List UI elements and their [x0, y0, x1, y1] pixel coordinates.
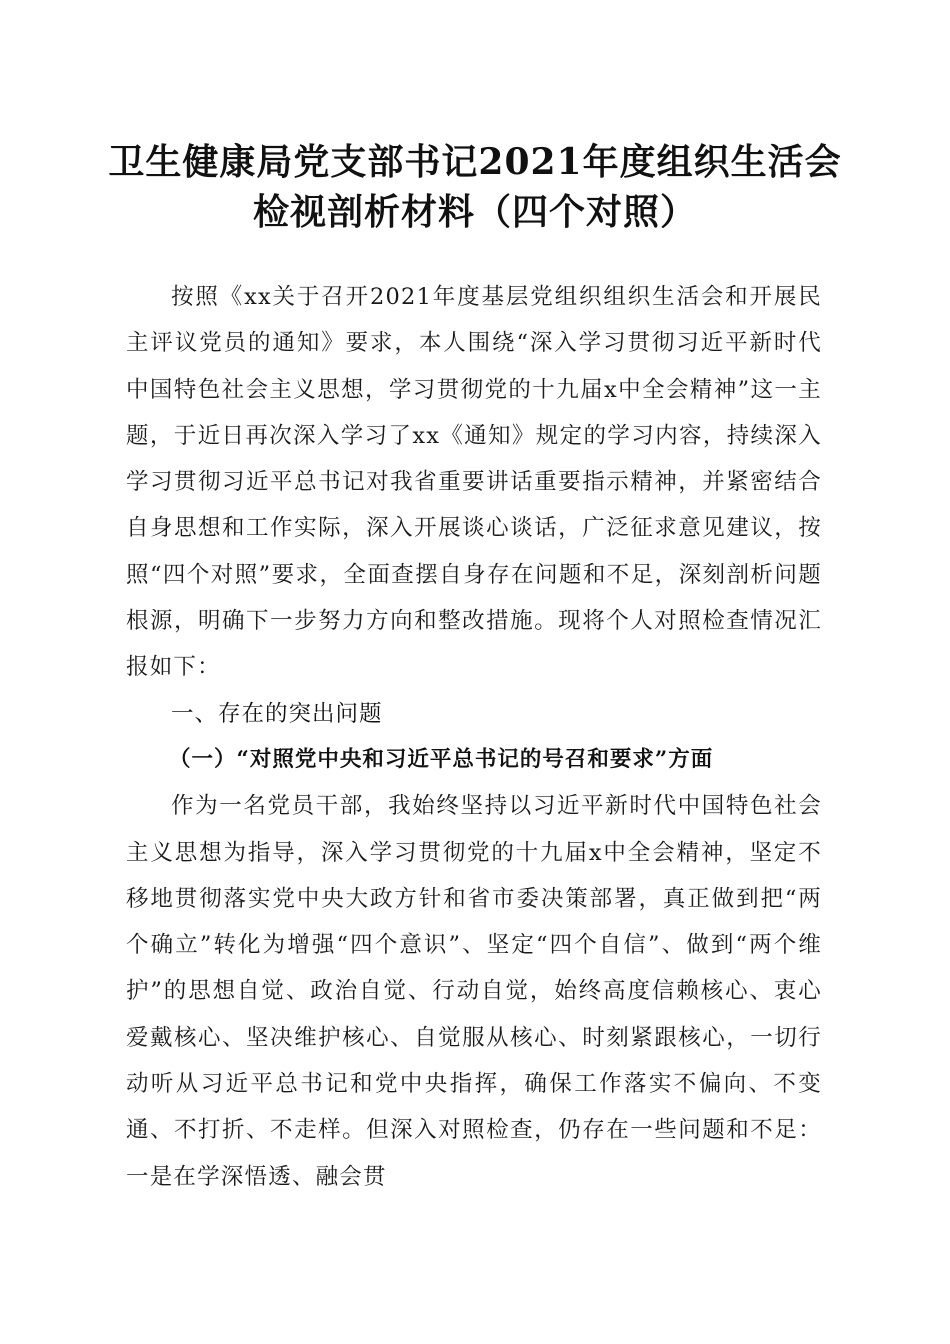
document-title-line-1: 卫生健康局党支部书记2021年度组织生活会: [108, 141, 842, 183]
document-title-line-2: 检视剖析材料（四个对照）: [252, 191, 697, 233]
section-heading-1: 一、存在的突出问题: [171, 700, 383, 727]
subsection-heading-1: （一）“对照党中央和习近平总书记的号召和要求”方面: [169, 746, 714, 772]
intro-paragraph: 按照《xx关于召开2021年度基层党组织组织生活会和开展民主评议党员的通知》要求，本人围绕“深入学习贯彻习近平新时代中国特色社会主义思想，学习贯彻党的十九届x中全会精神”这一主题，于近日再次深入学习了xx《通知》规定的学习内容，持续深入学习贯彻习近平总书记对我省重要讲话重要指示精神，并紧密结合自身思想和工作实际，深入开展谈心谈话，广泛征求意见建议，按照“四个对照”要求，全面查摆自身存在问题和不足，深刻剖析问题根源，明确下一步努力方向和整改措施。现将个人对照检查情况汇报如下：: [126, 284, 822, 681]
document-body: [126, 274, 822, 1200]
subsection-1-paragraph: 作为一名党员干部，我始终坚持以习近平新时代中国特色社会主义思想为指导，深入学习贯彻党的十九届x中全会精神，坚定不移地贯彻落实党中央大政方针和省市委决策部署，真正做到把“两个确立”转化为增强“四个意识”、坚定“四个自信”、做到“两个维护”的思想自觉、政治自觉、行动自觉，始终高度信赖核心、衷心爱戴核心、坚决维护核心、自觉服从核心、时刻紧跟核心，一切行动听从习近平总书记和党中央指挥，确保工作落实不偏向、不变通、不打折、不走样。但深入对照检查，仍存在一些问题和不足：一是在学深悟透、融会贯: [126, 793, 822, 1190]
